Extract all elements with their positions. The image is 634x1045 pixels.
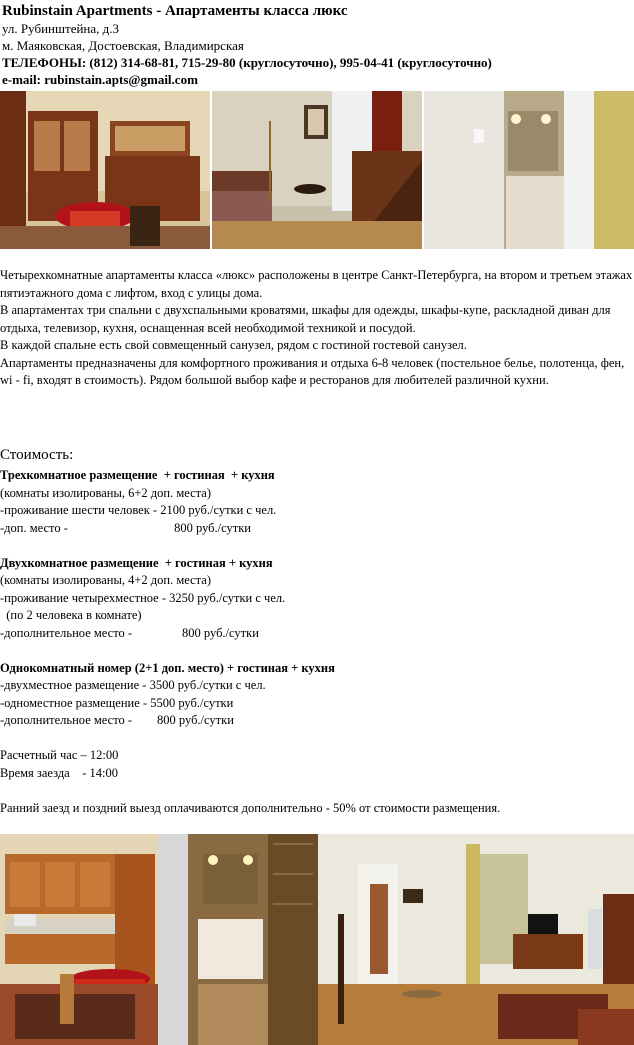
- photo-hall-staircase: [212, 91, 422, 249]
- photo-living-room-panorama: [318, 834, 634, 1045]
- photo-bathroom-2: [158, 834, 318, 1045]
- pricing-line: -дополнительное место - 800 руб./сутки: [0, 713, 234, 727]
- address: ул. Рубинштейна, д.3: [2, 21, 120, 36]
- checkin-time: Время заезда - 14:00: [0, 765, 118, 780]
- pricing-line: -проживание четырехместное - 3250 руб./сутки с чел.: [0, 590, 286, 605]
- description-paragraph: В каждой спальне есть свой совмещенный санузел, рядом с гостиной гостевой санузел.: [0, 338, 467, 352]
- pricing-line: -проживание шести человек - 2100 руб./сутки с чел.: [0, 503, 277, 517]
- early-late-note: Ранний заезд и поздний выезд оплачиваются дополнительно - 50% от стоимости размещения.: [0, 800, 501, 815]
- checkout-time: Расчетный час – 12:00: [0, 748, 119, 762]
- pricing-line: -двухместное размещение - 3500 руб./сутки с чел.: [0, 678, 266, 692]
- pricing-section-title: Однокомнатный номер (2+1 доп. место) + гостиная + кухня: [0, 660, 335, 675]
- description-paragraph: Апартаменты предназначены для комфортного проживания и отдыха 6-8 человек (постельное белье, полотенца, фен, wi - fi, входят в стоимость). Рядом большой выбор кафе и ресторанов для любителей различной кухни.: [0, 355, 625, 387]
- pricing-line: (комнаты изолированы, 4+2 доп. места): [0, 573, 211, 587]
- description-paragraph: В апартаментах три спальни с двухспальными кроватями, шкафы для одежды, шкафы-купе, раскладной диван для отдыха, телевизор, кухня, оснащенная всей необходимой техникой и посудой.: [0, 303, 611, 335]
- description-paragraph: Четырехкомнатные апартаменты класса «люкс» расположены в центре Санкт-Петербурга, на втором и третьем этажах пятиэтажного дома с лифтом, вход с улицы дома.: [0, 268, 633, 300]
- pricing-line: -дополнительное место - 800 руб./сутки: [0, 625, 259, 640]
- phones: ТЕЛЕФОНЫ: (812) 314-68-81, 715-29-80 (круглосуточно), 995-04-41 (круглосуточно): [2, 55, 492, 70]
- pricing: [0, 445, 634, 817]
- pricing-line: (комнаты изолированы, 6+2 доп. места): [0, 485, 211, 500]
- photo-living-room-cabinets: [0, 91, 210, 249]
- pricing-section-title: Трехкомнатное размещение + гостиная + кухня: [0, 468, 275, 482]
- pricing-section-title: Двухкомнатное размещение + гостиная + кухня: [0, 555, 273, 570]
- page-title: Rubinstain Apartments - Апартаменты класса люкс: [2, 3, 348, 19]
- photo-bathroom: [424, 91, 634, 249]
- pricing-heading: Стоимость:: [0, 447, 74, 463]
- metro-stations: м. Маяковская, Достоевская, Владимирская: [2, 38, 244, 53]
- description: [0, 267, 634, 390]
- photo-kitchen: [0, 834, 158, 1045]
- header: [2, 2, 632, 88]
- email[interactable]: e-mail: rubinstain.apts@gmail.com: [2, 72, 198, 87]
- pricing-line: -одноместное размещение - 5500 руб./сутки: [0, 695, 234, 710]
- pricing-line: -доп. место - 800 руб./сутки: [0, 520, 251, 535]
- pricing-line: (по 2 человека в комнате): [0, 608, 142, 622]
